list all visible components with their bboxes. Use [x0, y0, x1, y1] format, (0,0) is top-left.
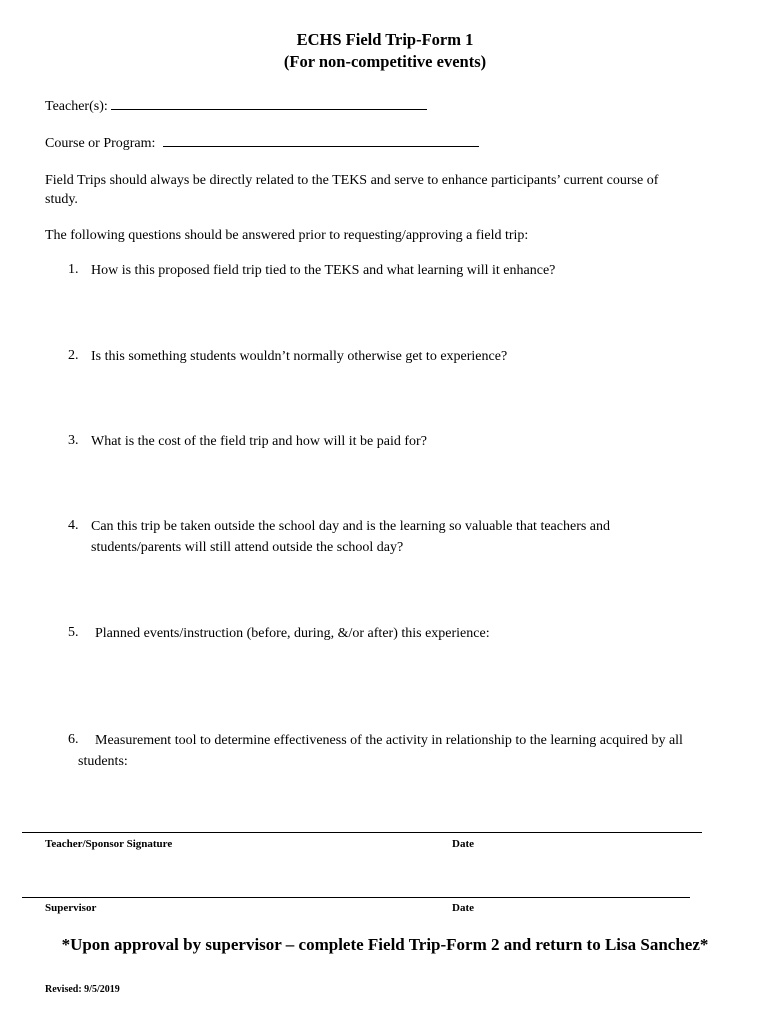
question-number: 4. — [68, 518, 79, 533]
question-number: 1. — [68, 262, 79, 277]
question-text: Can this trip be taken outside the school day and is the learning so valuable that teachers and students/parents will still attend outside the school day? — [91, 519, 611, 555]
question-number: 5. — [68, 625, 79, 640]
form-subtitle: (For non-competitive events) — [283, 52, 487, 71]
course-input-line[interactable] — [163, 133, 479, 147]
question-text: Measurement tool to determine effectiveness of the activity in relationship to the learning acquired by all students: — [78, 733, 683, 769]
supervisor-label: Supervisor — [45, 902, 97, 914]
teacher-date-label: Date — [452, 838, 474, 850]
teacher-field — [45, 96, 427, 116]
teacher-signature-label: Teacher/Sponsor Signature — [45, 838, 173, 850]
revised-date: Revised: 9/5/2019 — [45, 984, 120, 995]
question-text: Planned events/instruction (before, during, &/or after) this experience: — [95, 626, 490, 641]
question-number: 6. — [68, 732, 79, 747]
intro-paragraph: Field Trips should always be directly related to the TEKS and serve to enhance participants’ current course of study. — [45, 173, 659, 207]
instructions-text: The following questions should be answered prior to requesting/approving a field trip: — [45, 228, 529, 243]
question-text: What is the cost of the field trip and how will it be paid for? — [91, 434, 427, 449]
teacher-input-line[interactable] — [111, 96, 427, 110]
teacher-signature-line[interactable] — [22, 832, 702, 833]
question-text: How is this proposed field trip tied to the TEKS and what learning will it enhance? — [91, 263, 556, 278]
question-number: 3. — [68, 433, 79, 448]
supervisor-date-label: Date — [452, 902, 474, 914]
course-field — [45, 133, 479, 153]
supervisor-signature-line[interactable] — [22, 897, 690, 898]
approval-note: *Upon approval by supervisor – complete Field Trip-Form 2 and return to Lisa Sanchez* — [61, 935, 709, 954]
course-label: Course or Program: — [45, 136, 156, 151]
question-text: Is this something students wouldn’t normally otherwise get to experience? — [91, 349, 508, 364]
teacher-label: Teacher(s): — [45, 99, 108, 114]
question-number: 2. — [68, 348, 79, 363]
form-title: ECHS Field Trip-Form 1 — [296, 30, 474, 49]
